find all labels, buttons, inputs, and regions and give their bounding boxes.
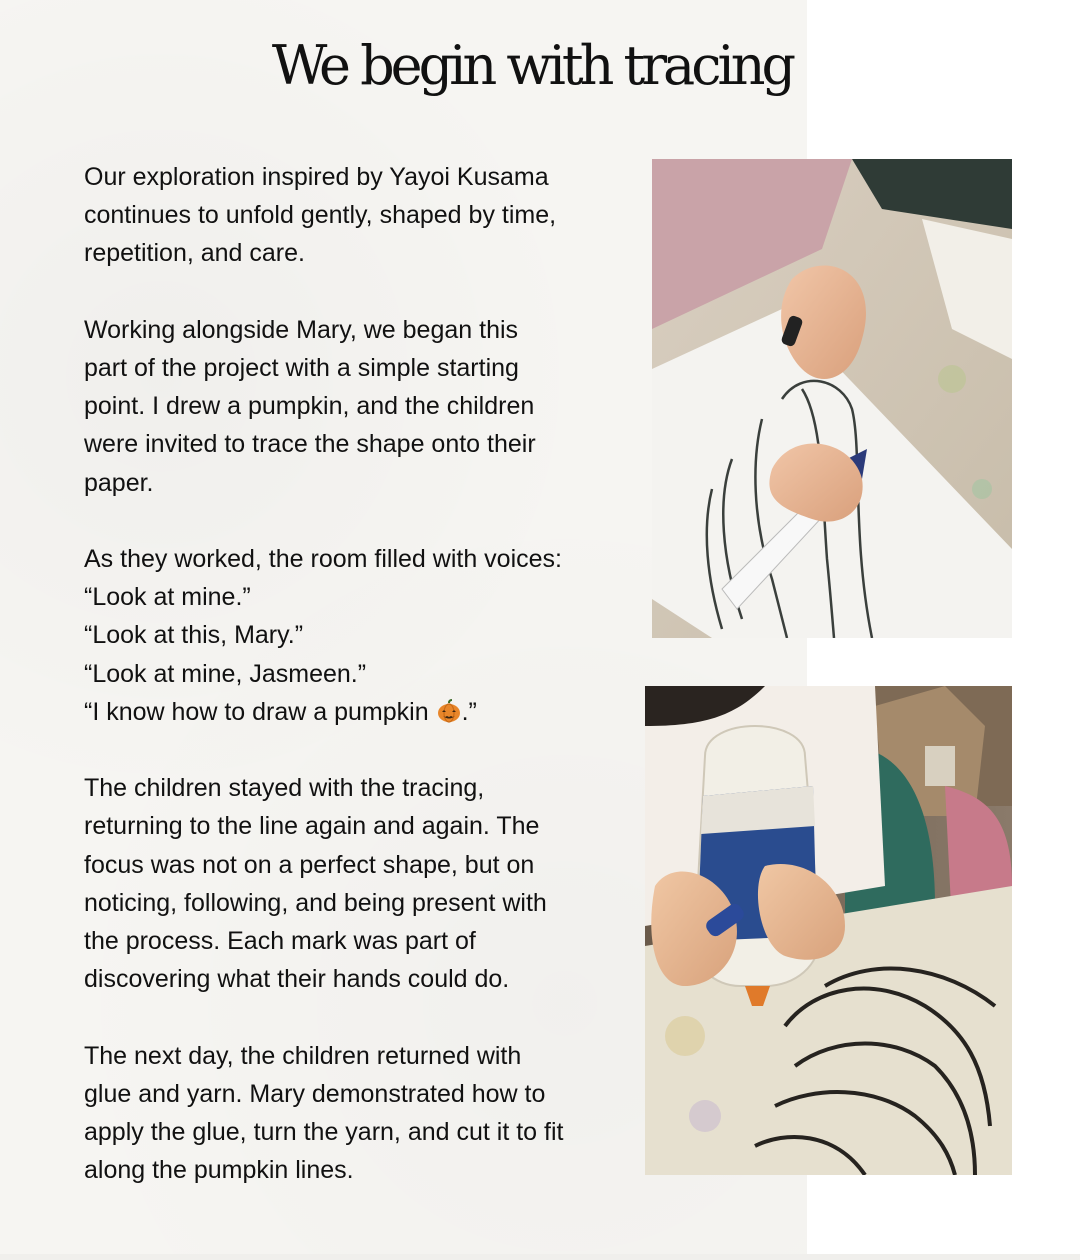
page-title: We begin with tracing <box>271 34 793 97</box>
text-line: paper. <box>84 468 154 497</box>
paragraph-mary <box>84 311 629 502</box>
text-line: returning to the line again and again. The <box>84 812 540 841</box>
text-line: repetition, and care. <box>84 239 305 268</box>
text-line: Working alongside Mary, we began this <box>84 315 519 344</box>
bottom-strip <box>0 1254 1080 1260</box>
text-line: focus was not on a perfect shape, but on <box>84 850 535 879</box>
quote-line: “Look at mine, Jasmeen.” <box>84 659 367 688</box>
text-line: Our exploration inspired by Yayoi Kusama <box>84 163 549 191</box>
text-line: apply the glue, turn the yarn, and cut it to fit <box>84 1118 564 1147</box>
quote-line: “Look at mine.” <box>84 583 251 612</box>
text-line: the process. Each mark was part of <box>84 927 476 956</box>
text-line: noticing, following, and being present with <box>84 888 547 917</box>
photo-child-glue-bottle <box>645 686 1012 1175</box>
quote-text: “I know how to draw a pumpkin <box>84 697 436 726</box>
quote-text-end: .” <box>461 697 477 726</box>
text-line: The next day, the children returned with <box>84 1041 522 1070</box>
paragraph-intro <box>84 158 629 273</box>
body-text <box>84 158 629 1189</box>
text-line: discovering what their hands could do. <box>84 965 510 994</box>
text-line: point. I drew a pumpkin, and the children <box>84 392 535 421</box>
quote-line: “Look at this, Mary.” <box>84 621 304 650</box>
paragraph-tracing <box>84 769 629 998</box>
text-line: continues to unfold gently, shaped by time, <box>84 201 557 230</box>
quote-line-pumpkin <box>84 693 629 731</box>
text-line: along the pumpkin lines. <box>84 1156 354 1185</box>
text-line: As they worked, the room filled with voices: <box>84 545 562 573</box>
text-line: The children stayed with the tracing, <box>84 774 485 803</box>
text-line: were invited to trace the shape onto their <box>84 430 536 459</box>
text-line: part of the project with a simple starting <box>84 354 519 382</box>
paragraph-next-day <box>84 1037 629 1190</box>
text-line: glue and yarn. Mary demonstrated how to <box>84 1079 546 1108</box>
paragraph-voices <box>84 540 629 731</box>
photo-child-tracing-pumpkin <box>652 159 1012 638</box>
pumpkin-emoji-icon <box>436 698 462 724</box>
